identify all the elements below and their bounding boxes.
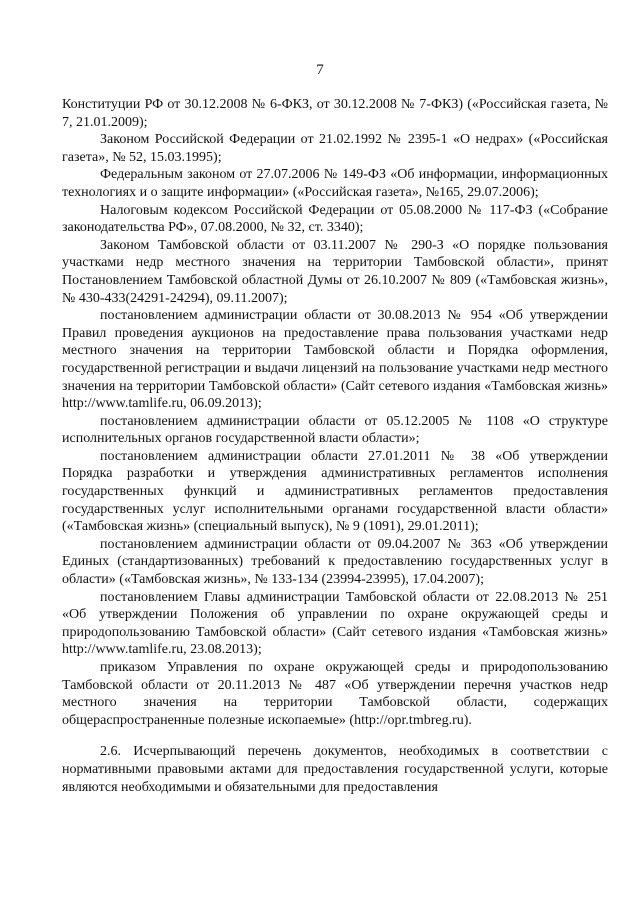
paragraph-resolution-954: постановлением администрации области от 30.08.2013 № 954 «Об утверждении Правил проведения аукционов на предоставление права пользования участками недр местного значения на территории Тамбовской области и Порядка оформления, государственной регистрации и выдачи лицензий на пользование участками недр местного значения на территории Тамбовской области» (Сайт сетевого издания «Тамбовская жизнь» http://www.tamlife.ru, 06.09.2013); (62, 308, 608, 412)
document-body (62, 96, 608, 796)
paragraph-law-subsoil: Законом Российской Федерации от 21.02.1992 № 2395-1 «О недрах» («Российская газета», № 52, 15.03.1995); (62, 132, 608, 165)
paragraph-law-information: Федеральным законом от 27.07.2006 № 149-ФЗ «Об информации, информационных технологиях и о защите информации» («Российская газета», №165, 29.07.2006); (62, 167, 608, 200)
paragraph-resolution-1108: постановлением администрации области от 05.12.2005 № 1108 «О структуре исполнительных органов государственной власти области»; (62, 413, 608, 447)
paragraph-section-2-6: 2.6. Исчерпывающий перечень документов, необходимых в соответствии с нормативными правовыми актами для предоставления государственной услуги, которые являются необходимыми и обязательными для предоставления (62, 744, 608, 795)
paragraph-resolution-363: постановлением администрации области от 09.04.2007 № 363 «Об утверждении Единых (стандартизованных) требований к предоставлению государственных услуг в области» («Тамбовская жизнь», № 133-134 (23994-23995), 17.04.2007); (62, 536, 608, 588)
paragraph-resolution-38: постановлением администрации области 27.01.2011 № 38 «Об утверждении Порядка разработки и утверждения административных регламентов исполнения государственных функций и административных регламентов предоставления государственных услуг исполнительными органами государственной власти области» («Тамбовская жизнь» (специальный выпуск), № 9 (1091), 29.01.2011); (62, 448, 608, 535)
paragraph-tax-code: Налоговым кодексом Российской Федерации от 05.08.2000 № 117-ФЗ («Собрание законодательства РФ», 07.08.2000, № 32, ст. 3340); (62, 202, 608, 236)
paragraph-resolution-251: постановлением Главы администрации Тамбовской области от 22.08.2013 № 251 «Об утверждении Положения об управлении по охране окружающей среды и природопользованию Тамбовской области» (Сайт сетевого издания «Тамбовская жизнь» http://www.tamlife.ru, 23.08.2013); (62, 589, 608, 658)
paragraph-order-487: приказом Управления по охране окружающей среды и природопользованию Тамбовской области от 20.11.2013 № 487 «Об утверждении перечня участков недр местного значения на территории Тамбовской области, содержащих общераспространенные полезные ископаемые» (http://opr.tmbreg.ru). (62, 660, 608, 728)
paragraph-constitution-cont: Конституции РФ от 30.12.2008 № 6-ФКЗ, от 30.12.2008 № 7-ФКЗ) («Российская газета, № 7, 21.01.2009); (62, 97, 608, 130)
paragraph-tambov-law: Законом Тамбовской области от 03.11.2007 № 290-З «О порядке пользования участками недр местного значения на территории Тамбовской области», принят Постановлением Тамбовской областной Думы от 26.10.2007 № 809 («Тамбовская жизнь», № 430-433(24291-24294), 09.11.2007); (62, 237, 608, 306)
page-number: 7 (316, 62, 324, 78)
